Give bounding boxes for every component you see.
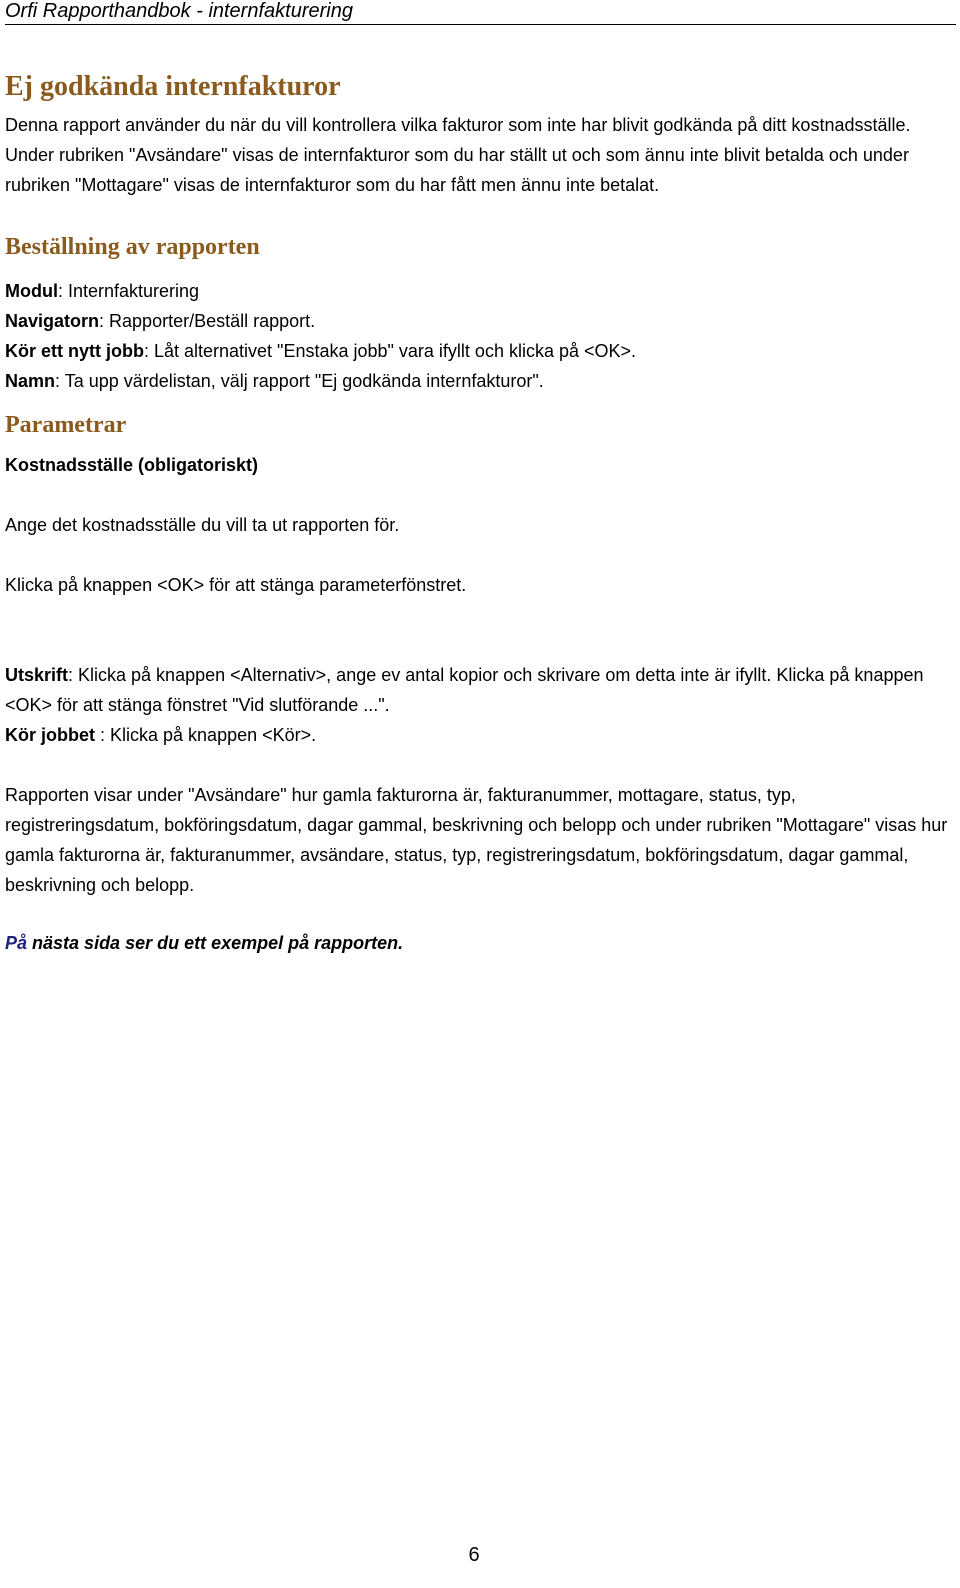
- page-content: [5, 70, 953, 958]
- spacer: [5, 600, 953, 660]
- running-header: Orfi Rapporthandbok - internfakturering: [5, 0, 956, 25]
- order-heading: Beställning av rapporten: [5, 234, 260, 260]
- print-value: : Klicka på knappen <Alternativ>, ange ev antal kopior och skrivare om detta inte är ifyllt. Klicka på knappen <OK> för att stänga fönstret "Vid slutförande ...".: [5, 665, 924, 715]
- page-number: 6: [468, 1544, 480, 1566]
- spacer: [5, 900, 953, 928]
- next-page-note: [5, 928, 953, 958]
- parameters-heading: Parametrar: [5, 412, 127, 438]
- name-label: Namn: [5, 371, 56, 391]
- modul-value: : Internfakturering: [57, 281, 200, 301]
- navigator-label: Navigatorn: [5, 311, 100, 331]
- page-title: Ej godkända internfakturor: [5, 71, 341, 102]
- spacer: [5, 480, 953, 510]
- navigator-value: : Rapporter/Beställ rapport.: [99, 311, 316, 331]
- run-new-job-value: : Låt alternativet "Enstaka jobb" vara ifyllt och klicka på <OK>.: [143, 341, 637, 361]
- modul-line: [5, 276, 953, 306]
- navigator-line: [5, 306, 953, 336]
- run-job-line: [5, 720, 953, 750]
- spacer: [5, 750, 953, 780]
- parameter-description: Ange det kostnadsställe du vill ta ut rapporten för.: [5, 515, 400, 535]
- next-page-note-lead: På: [5, 933, 28, 953]
- close-parameter-window-instruction: Klicka på knappen <OK> för att stänga parameterfönstret.: [5, 575, 467, 595]
- name-line: [5, 366, 953, 396]
- next-page-note-rest: nästa sida ser du ett exempel på rapporten.: [27, 933, 404, 953]
- run-new-job-line: [5, 336, 953, 366]
- print-label: Utskrift: [5, 665, 69, 685]
- run-job-value: : Klicka på knappen <Kör>.: [95, 725, 317, 745]
- modul-label: Modul: [5, 281, 58, 301]
- run-new-job-label: Kör ett nytt jobb: [5, 341, 144, 361]
- result-description: Rapporten visar under "Avsändare" hur gamla fakturorna är, fakturanummer, mottagare, status, typ, registreringsdatum, bokföringsdatum, dagar gammal, beskrivning och belopp och under rubriken "Mottagare" visas hur gamla fakturorna är, fakturanummer, avsändare, status, typ, registreringsdatum, bokföringsdatum, dagar gammal, beskrivning och belopp.: [5, 785, 948, 895]
- name-value: : Ta upp värdelistan, välj rapport "Ej godkända internfakturor".: [55, 371, 544, 391]
- intro-paragraph: Denna rapport använder du när du vill kontrollera vilka fakturor som inte har blivit godkända på ditt kostnadsställe. Under rubriken "Avsändare" visas de internfakturor som du har ställt ut och som ännu inte blivit betalda och under rubriken "Mottagare" visas de internfakturor som du har fått men ännu inte betalat.: [5, 115, 911, 195]
- spacer: [5, 540, 953, 570]
- parameter-title: Kostnadsställe (obligatoriskt): [5, 455, 259, 475]
- run-job-label: Kör jobbet: [5, 725, 95, 745]
- print-paragraph: [5, 660, 953, 720]
